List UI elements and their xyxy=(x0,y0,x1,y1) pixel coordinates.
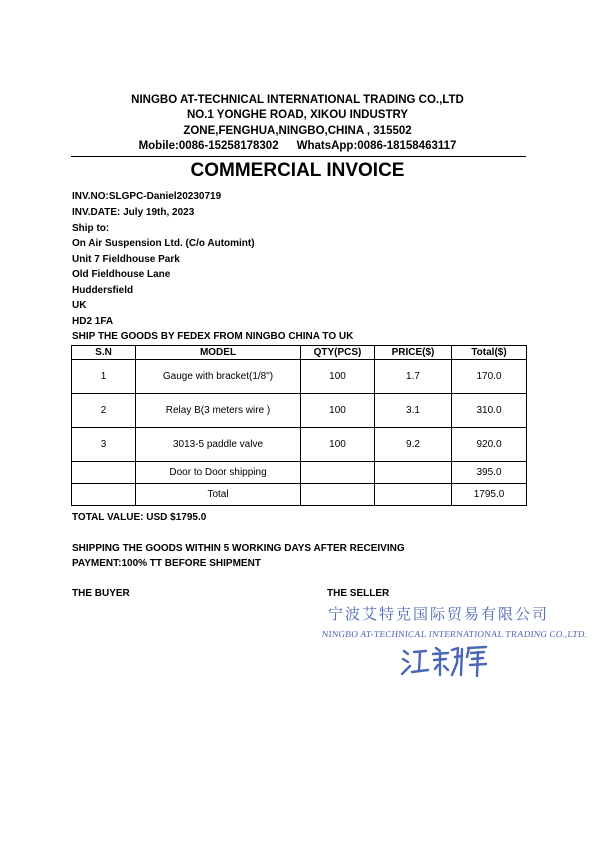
table-row xyxy=(72,428,527,462)
column-header: Total($) xyxy=(452,346,527,360)
cell-sn: 2 xyxy=(72,394,136,428)
cell-model: Gauge with bracket(1/8") xyxy=(136,360,301,394)
ship-to-line: Huddersfield xyxy=(72,285,134,296)
ship-to-line: Old Fieldhouse Lane xyxy=(72,269,171,280)
company-address-line1: NO.1 YONGHE ROAD, XIKOU INDUSTRY xyxy=(186,109,409,121)
company-address-line2: ZONE,FENGHUA,NINGBO,CHINA , 315502 xyxy=(183,125,412,137)
company-contact xyxy=(0,138,595,154)
cell-price: 3.1 xyxy=(375,394,452,428)
cell-price: 9.2 xyxy=(375,428,452,462)
shipping-label: Door to Door shipping xyxy=(136,462,301,484)
mobile-number: Mobile:0086-15258178302 xyxy=(138,140,279,152)
shipping-terms: SHIPPING THE GOODS WITHIN 5 WORKING DAYS AFTER RECEIVING xyxy=(72,543,405,554)
ship-to-line: Unit 7 Fieldhouse Park xyxy=(72,254,180,265)
ship-to-line: UK xyxy=(72,300,87,311)
column-header: QTY(PCS) xyxy=(301,346,375,360)
company-name: NINGBO AT-TECHNICAL INTERNATIONAL TRADING CO.,LTD xyxy=(131,94,464,106)
payment-terms: PAYMENT:100% TT BEFORE SHIPMENT xyxy=(72,558,261,569)
total-label: Total xyxy=(136,484,301,506)
cell-qty: 100 xyxy=(301,394,375,428)
total-value: TOTAL VALUE: USD $1795.0 xyxy=(72,512,207,523)
ship-to-line: On Air Suspension Ltd. (C/o Automint) xyxy=(72,238,255,249)
cell-total: 310.0 xyxy=(452,394,527,428)
cell-model: 3013-5 paddle valve xyxy=(136,428,301,462)
cell-qty: 100 xyxy=(301,360,375,394)
invoice-number: INV.NO:SLGPC-Daniel20230719 xyxy=(72,191,222,202)
cell-total: 170.0 xyxy=(452,360,527,394)
total-row xyxy=(72,484,527,506)
column-header: PRICE($) xyxy=(375,346,452,360)
column-header: S.N xyxy=(72,346,136,360)
seal-english-name: NINGBO AT-TECHNICAL INTERNATIONAL TRADING CO.,LTD. xyxy=(321,629,588,639)
shipping-total: 395.0 xyxy=(452,462,527,484)
invoice-table xyxy=(71,345,527,506)
header-divider xyxy=(71,156,526,157)
whatsapp-number: WhatsApp:0086-18158463117 xyxy=(296,140,457,152)
ship-note: SHIP THE GOODS BY FEDEX FROM NINGBO CHINA TO UK xyxy=(72,331,354,342)
cell-qty: 100 xyxy=(301,428,375,462)
seller-label: THE SELLER xyxy=(327,588,390,599)
table-row xyxy=(72,394,527,428)
handwritten-signature xyxy=(400,643,492,679)
invoice-date: INV.DATE: July 19th, 2023 xyxy=(72,207,195,218)
table-header-row xyxy=(72,346,527,360)
ship-to-label: Ship to: xyxy=(72,223,110,234)
buyer-label: THE BUYER xyxy=(72,588,130,599)
shipping-row xyxy=(72,462,527,484)
cell-empty xyxy=(72,462,136,484)
company-seal xyxy=(321,603,588,681)
cell-model: Relay B(3 meters wire ) xyxy=(136,394,301,428)
cell-empty xyxy=(301,462,375,484)
ship-to-line: HD2 1FA xyxy=(72,316,114,327)
grand-total: 1795.0 xyxy=(452,484,527,506)
column-header: MODEL xyxy=(136,346,301,360)
cell-empty xyxy=(375,484,452,506)
cell-price: 1.7 xyxy=(375,360,452,394)
cell-total: 920.0 xyxy=(452,428,527,462)
document-title: COMMERCIAL INVOICE xyxy=(190,160,405,181)
cell-empty xyxy=(375,462,452,484)
table-row xyxy=(72,360,527,394)
seal-chinese-name: 宁波艾特克国际贸易有限公司 xyxy=(328,605,550,623)
cell-empty xyxy=(301,484,375,506)
cell-empty xyxy=(72,484,136,506)
cell-sn: 3 xyxy=(72,428,136,462)
cell-sn: 1 xyxy=(72,360,136,394)
